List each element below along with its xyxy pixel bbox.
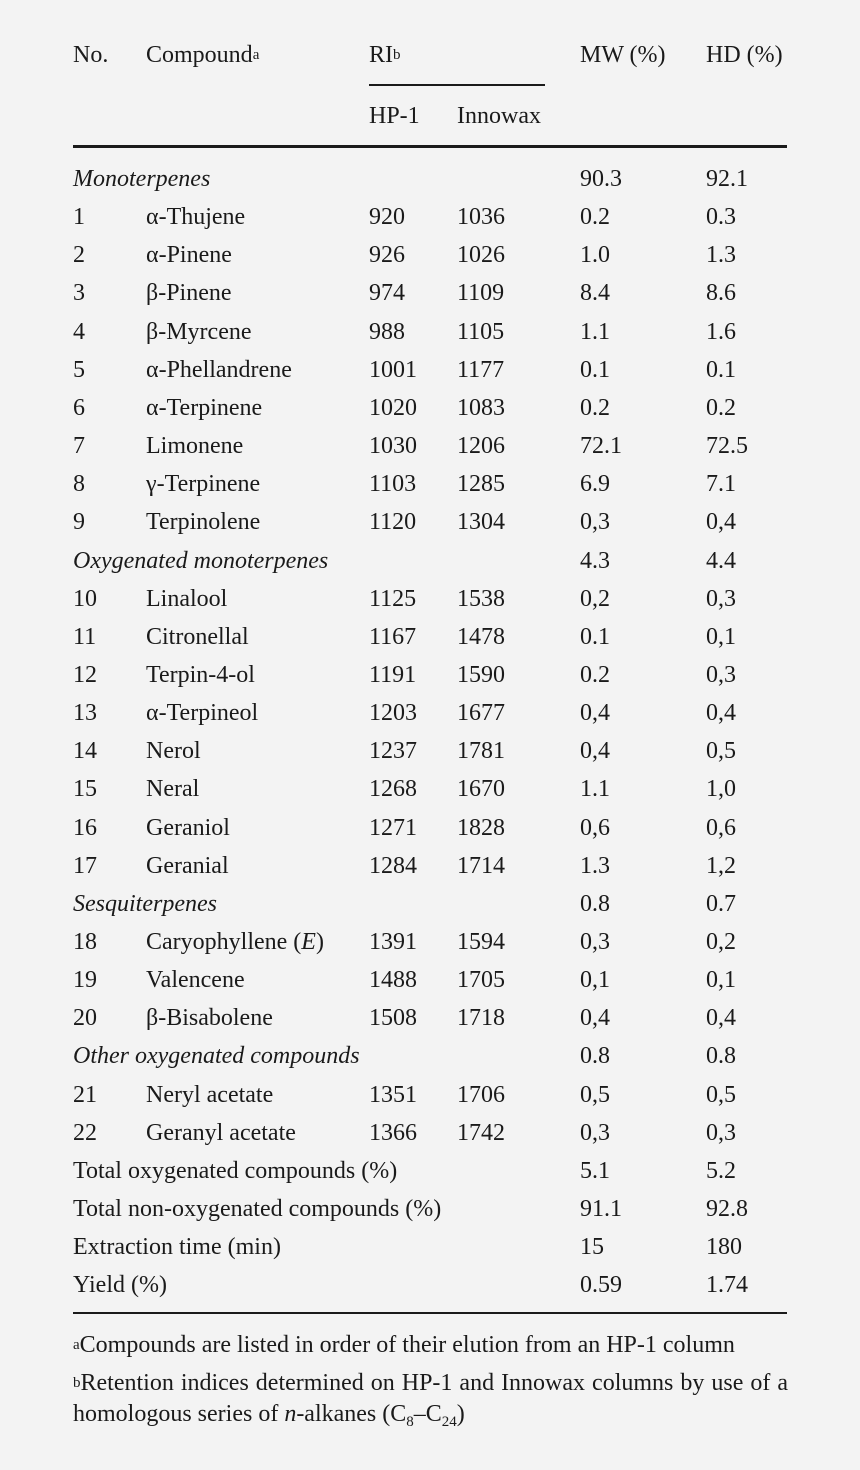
- row-number: 8: [73, 471, 85, 497]
- mw-value: 1.1: [580, 776, 610, 802]
- ri-innowax-value: 1304: [457, 509, 505, 535]
- mw-value: 1.1: [580, 319, 610, 345]
- compound-name: β-Myrcene: [146, 319, 252, 345]
- header-bottom-rule: [73, 145, 787, 148]
- mw-value: 1.3: [580, 853, 610, 879]
- row-number: 2: [73, 242, 85, 268]
- footnote-b-sub-24: 24: [441, 1414, 457, 1430]
- compound-name: α-Terpineol: [146, 700, 259, 726]
- mw-value: 0.1: [580, 357, 610, 383]
- hd-value: 0.2: [706, 395, 736, 421]
- hd-value: 7.1: [706, 471, 736, 497]
- summary-label: Total non-oxygenated compounds (%): [73, 1196, 442, 1222]
- hd-value: 0,4: [706, 700, 736, 726]
- mw-value: 0.2: [580, 204, 610, 230]
- ri-innowax-value: 1705: [457, 967, 505, 993]
- mw-value: 15: [580, 1234, 604, 1260]
- row-number: 17: [73, 853, 97, 879]
- header-hp1: HP-1: [369, 103, 420, 129]
- mw-value: 1.0: [580, 242, 610, 268]
- ri-innowax-value: 1206: [457, 433, 505, 459]
- mw-value: 0.59: [580, 1272, 622, 1298]
- compound-name-part: Caryophyllene (: [146, 929, 302, 955]
- compound-name: β-Pinene: [146, 280, 232, 306]
- ri-hp1-value: 1191: [369, 662, 417, 688]
- hd-value: 0,3: [706, 662, 736, 688]
- hd-value: 1,0: [706, 776, 736, 802]
- compound-name: Citronellal: [146, 624, 249, 650]
- ri-innowax-value: 1670: [457, 776, 505, 802]
- ri-hp1-value: 1237: [369, 738, 417, 764]
- row-number: 19: [73, 967, 97, 993]
- ri-hp1-value: 988: [369, 319, 405, 345]
- row-number: 7: [73, 433, 85, 459]
- mw-value: 6.9: [580, 471, 610, 497]
- ri-innowax-value: 1677: [457, 700, 505, 726]
- ri-innowax-value: 1105: [457, 319, 505, 345]
- ri-hp1-value: 1284: [369, 853, 417, 879]
- footnote-mark-a: a: [252, 47, 260, 63]
- hd-value: 0,4: [706, 1005, 736, 1031]
- compound-name: α-Thujene: [146, 204, 246, 230]
- mw-value: 0,3: [580, 509, 610, 535]
- ri-hp1-value: 1001: [369, 357, 417, 383]
- ri-spanner-rule: [369, 84, 545, 86]
- hd-value: 0.1: [706, 357, 736, 383]
- ri-innowax-value: 1718: [457, 1005, 505, 1031]
- ri-hp1-value: 920: [369, 204, 405, 230]
- group-heading: Monoterpenes: [73, 166, 211, 192]
- ri-hp1-value: 1508: [369, 1005, 417, 1031]
- compound-name: Valencene: [146, 967, 245, 993]
- ri-innowax-value: 1036: [457, 204, 505, 230]
- footnote-b-sub-8: 8: [406, 1414, 414, 1430]
- compound-name-part: ): [315, 929, 324, 955]
- hd-value: 0,5: [706, 1082, 736, 1108]
- compound-name: Terpin-4-ol: [146, 662, 255, 688]
- mw-value: 0,5: [580, 1082, 610, 1108]
- mw-value: 0,4: [580, 1005, 610, 1031]
- header-compound: [146, 40, 259, 70]
- mw-value: 0,6: [580, 815, 610, 841]
- row-number: 14: [73, 738, 97, 764]
- ri-innowax-value: 1742: [457, 1120, 505, 1146]
- mw-value: 0.8: [580, 1043, 610, 1069]
- ri-hp1-value: 1366: [369, 1120, 417, 1146]
- mw-value: 0,3: [580, 1120, 610, 1146]
- row-number: 9: [73, 509, 85, 535]
- row-number: 10: [73, 586, 97, 612]
- hd-value: 0,3: [706, 586, 736, 612]
- footnote-b-dash: –C: [413, 1401, 442, 1427]
- hd-value: 0,5: [706, 738, 736, 764]
- group-heading: Oxygenated monoterpenes: [73, 548, 329, 574]
- ri-hp1-value: 1120: [369, 509, 417, 535]
- mw-value: 72.1: [580, 433, 622, 459]
- compound-name: β-Bisabolene: [146, 1005, 273, 1031]
- hd-value: 72.5: [706, 433, 748, 459]
- mw-value: 91.1: [580, 1196, 622, 1222]
- summary-label: Total oxygenated compounds (%): [73, 1158, 398, 1184]
- row-number: 11: [73, 624, 97, 650]
- ri-innowax-value: 1285: [457, 471, 505, 497]
- ri-innowax-value: 1083: [457, 395, 505, 421]
- group-heading: Sesquiterpenes: [73, 891, 217, 917]
- ri-hp1-value: 1203: [369, 700, 417, 726]
- compound-name: α-Terpinene: [146, 395, 263, 421]
- compound-name: α-Pinene: [146, 242, 232, 268]
- row-number: 16: [73, 815, 97, 841]
- hd-value: 0,1: [706, 624, 736, 650]
- mw-value: 90.3: [580, 166, 622, 192]
- footnote-b-mark: b: [73, 1375, 81, 1391]
- ri-hp1-value: 1030: [369, 433, 417, 459]
- compound-name: γ-Terpinene: [146, 471, 261, 497]
- hd-value: 0,3: [706, 1120, 736, 1146]
- ri-innowax-value: 1706: [457, 1082, 505, 1108]
- footnote-a-mark: a: [73, 1337, 80, 1353]
- row-number: 18: [73, 929, 97, 955]
- row-number: 1: [73, 204, 85, 230]
- ri-innowax-value: 1478: [457, 624, 505, 650]
- compound-name: Limonene: [146, 433, 244, 459]
- row-number: 20: [73, 1005, 97, 1031]
- hd-value: 0,2: [706, 929, 736, 955]
- hd-value: 1.74: [706, 1272, 748, 1298]
- footnote-b-text: Retention indices determined on HP-1 and Innowax columns by use of a homologous series of: [73, 1370, 788, 1427]
- footnote-a-text: Compounds are listed in order of their elution from an HP-1 column: [79, 1332, 735, 1358]
- hd-value: 1.3: [706, 242, 736, 268]
- ri-hp1-value: 1125: [369, 586, 417, 612]
- compound-name: Linalool: [146, 586, 228, 612]
- table-bottom-rule: [73, 1312, 787, 1314]
- compound-name: Geranial: [146, 853, 229, 879]
- header-no: No.: [73, 42, 109, 68]
- summary-label: Yield (%): [73, 1272, 167, 1298]
- footnote-b-n: n: [284, 1401, 297, 1427]
- ri-innowax-value: 1781: [457, 738, 505, 764]
- hd-value: 0,6: [706, 815, 736, 841]
- ri-hp1-value: 1020: [369, 395, 417, 421]
- ri-innowax-value: 1594: [457, 929, 505, 955]
- hd-value: 1.6: [706, 319, 736, 345]
- mw-value: 0.2: [580, 662, 610, 688]
- ri-hp1-value: 1167: [369, 624, 417, 650]
- hd-value: 4.4: [706, 548, 736, 574]
- hd-value: 0,4: [706, 509, 736, 535]
- compound-name: Geranyl acetate: [146, 1120, 296, 1146]
- ri-hp1-value: 1268: [369, 776, 417, 802]
- hd-value: 0.8: [706, 1043, 736, 1069]
- row-number: 15: [73, 776, 97, 802]
- row-number: 5: [73, 357, 85, 383]
- compound-name: Terpinolene: [146, 509, 261, 535]
- mw-value: 5.1: [580, 1158, 610, 1184]
- compound-name: Neryl acetate: [146, 1082, 274, 1108]
- hd-value: 0,1: [706, 967, 736, 993]
- ri-innowax-value: 1109: [457, 280, 505, 306]
- footnote-b-alkanes: -alkanes (C: [296, 1401, 407, 1427]
- footnote-mark-b: b: [393, 47, 401, 63]
- hd-value: 92.8: [706, 1196, 748, 1222]
- ri-innowax-value: 1714: [457, 853, 505, 879]
- summary-label: Extraction time (min): [73, 1234, 281, 1260]
- mw-value: 0,3: [580, 929, 610, 955]
- compound-name: α-Phellandrene: [146, 357, 292, 383]
- ri-hp1-value: 974: [369, 280, 405, 306]
- ri-innowax-value: 1177: [457, 357, 505, 383]
- ri-hp1-value: 1351: [369, 1082, 417, 1108]
- compound-name: Geraniol: [146, 815, 230, 841]
- row-number: 21: [73, 1082, 97, 1108]
- ri-innowax-value: 1026: [457, 242, 505, 268]
- row-number: 3: [73, 280, 85, 306]
- mw-value: 0,4: [580, 738, 610, 764]
- ri-hp1-value: 1271: [369, 815, 417, 841]
- ri-innowax-value: 1828: [457, 815, 505, 841]
- hd-value: 0.7: [706, 891, 736, 917]
- ri-hp1-value: 1391: [369, 929, 417, 955]
- hd-value: 180: [706, 1234, 742, 1260]
- row-number: 6: [73, 395, 85, 421]
- header-ri: [369, 40, 401, 70]
- hd-value: 8.6: [706, 280, 736, 306]
- group-heading: Other oxygenated compounds: [73, 1043, 360, 1069]
- ri-hp1-value: 1103: [369, 471, 417, 497]
- row-number: 22: [73, 1120, 97, 1146]
- footnote-b-close: ): [456, 1401, 465, 1427]
- header-innowax: Innowax: [457, 103, 541, 129]
- row-number: 12: [73, 662, 97, 688]
- footnote-a: [73, 1330, 788, 1361]
- mw-value: 0,1: [580, 967, 610, 993]
- ri-hp1-value: 926: [369, 242, 405, 268]
- compound-name: Neral: [146, 776, 200, 802]
- mw-value: 8.4: [580, 280, 610, 306]
- compound-name: Nerol: [146, 738, 201, 764]
- ri-innowax-value: 1590: [457, 662, 505, 688]
- mw-value: 0.8: [580, 891, 610, 917]
- hd-value: 1,2: [706, 853, 736, 879]
- mw-value: 0.2: [580, 395, 610, 421]
- mw-value: 0,2: [580, 586, 610, 612]
- hd-value: 5.2: [706, 1158, 736, 1184]
- ri-innowax-value: 1538: [457, 586, 505, 612]
- header-compound-label: Compound: [146, 42, 253, 68]
- row-number: 4: [73, 319, 85, 345]
- header-hd: HD (%): [706, 42, 783, 68]
- ri-hp1-value: 1488: [369, 967, 417, 993]
- row-number: 13: [73, 700, 97, 726]
- compound-name-stereo: E: [301, 929, 316, 955]
- footnote-b: [73, 1368, 788, 1430]
- header-mw: MW (%): [580, 42, 666, 68]
- header-ri-label: RI: [369, 42, 393, 68]
- compound-name: [146, 927, 324, 957]
- hd-value: 92.1: [706, 166, 748, 192]
- mw-value: 4.3: [580, 548, 610, 574]
- mw-value: 0,4: [580, 700, 610, 726]
- hd-value: 0.3: [706, 204, 736, 230]
- mw-value: 0.1: [580, 624, 610, 650]
